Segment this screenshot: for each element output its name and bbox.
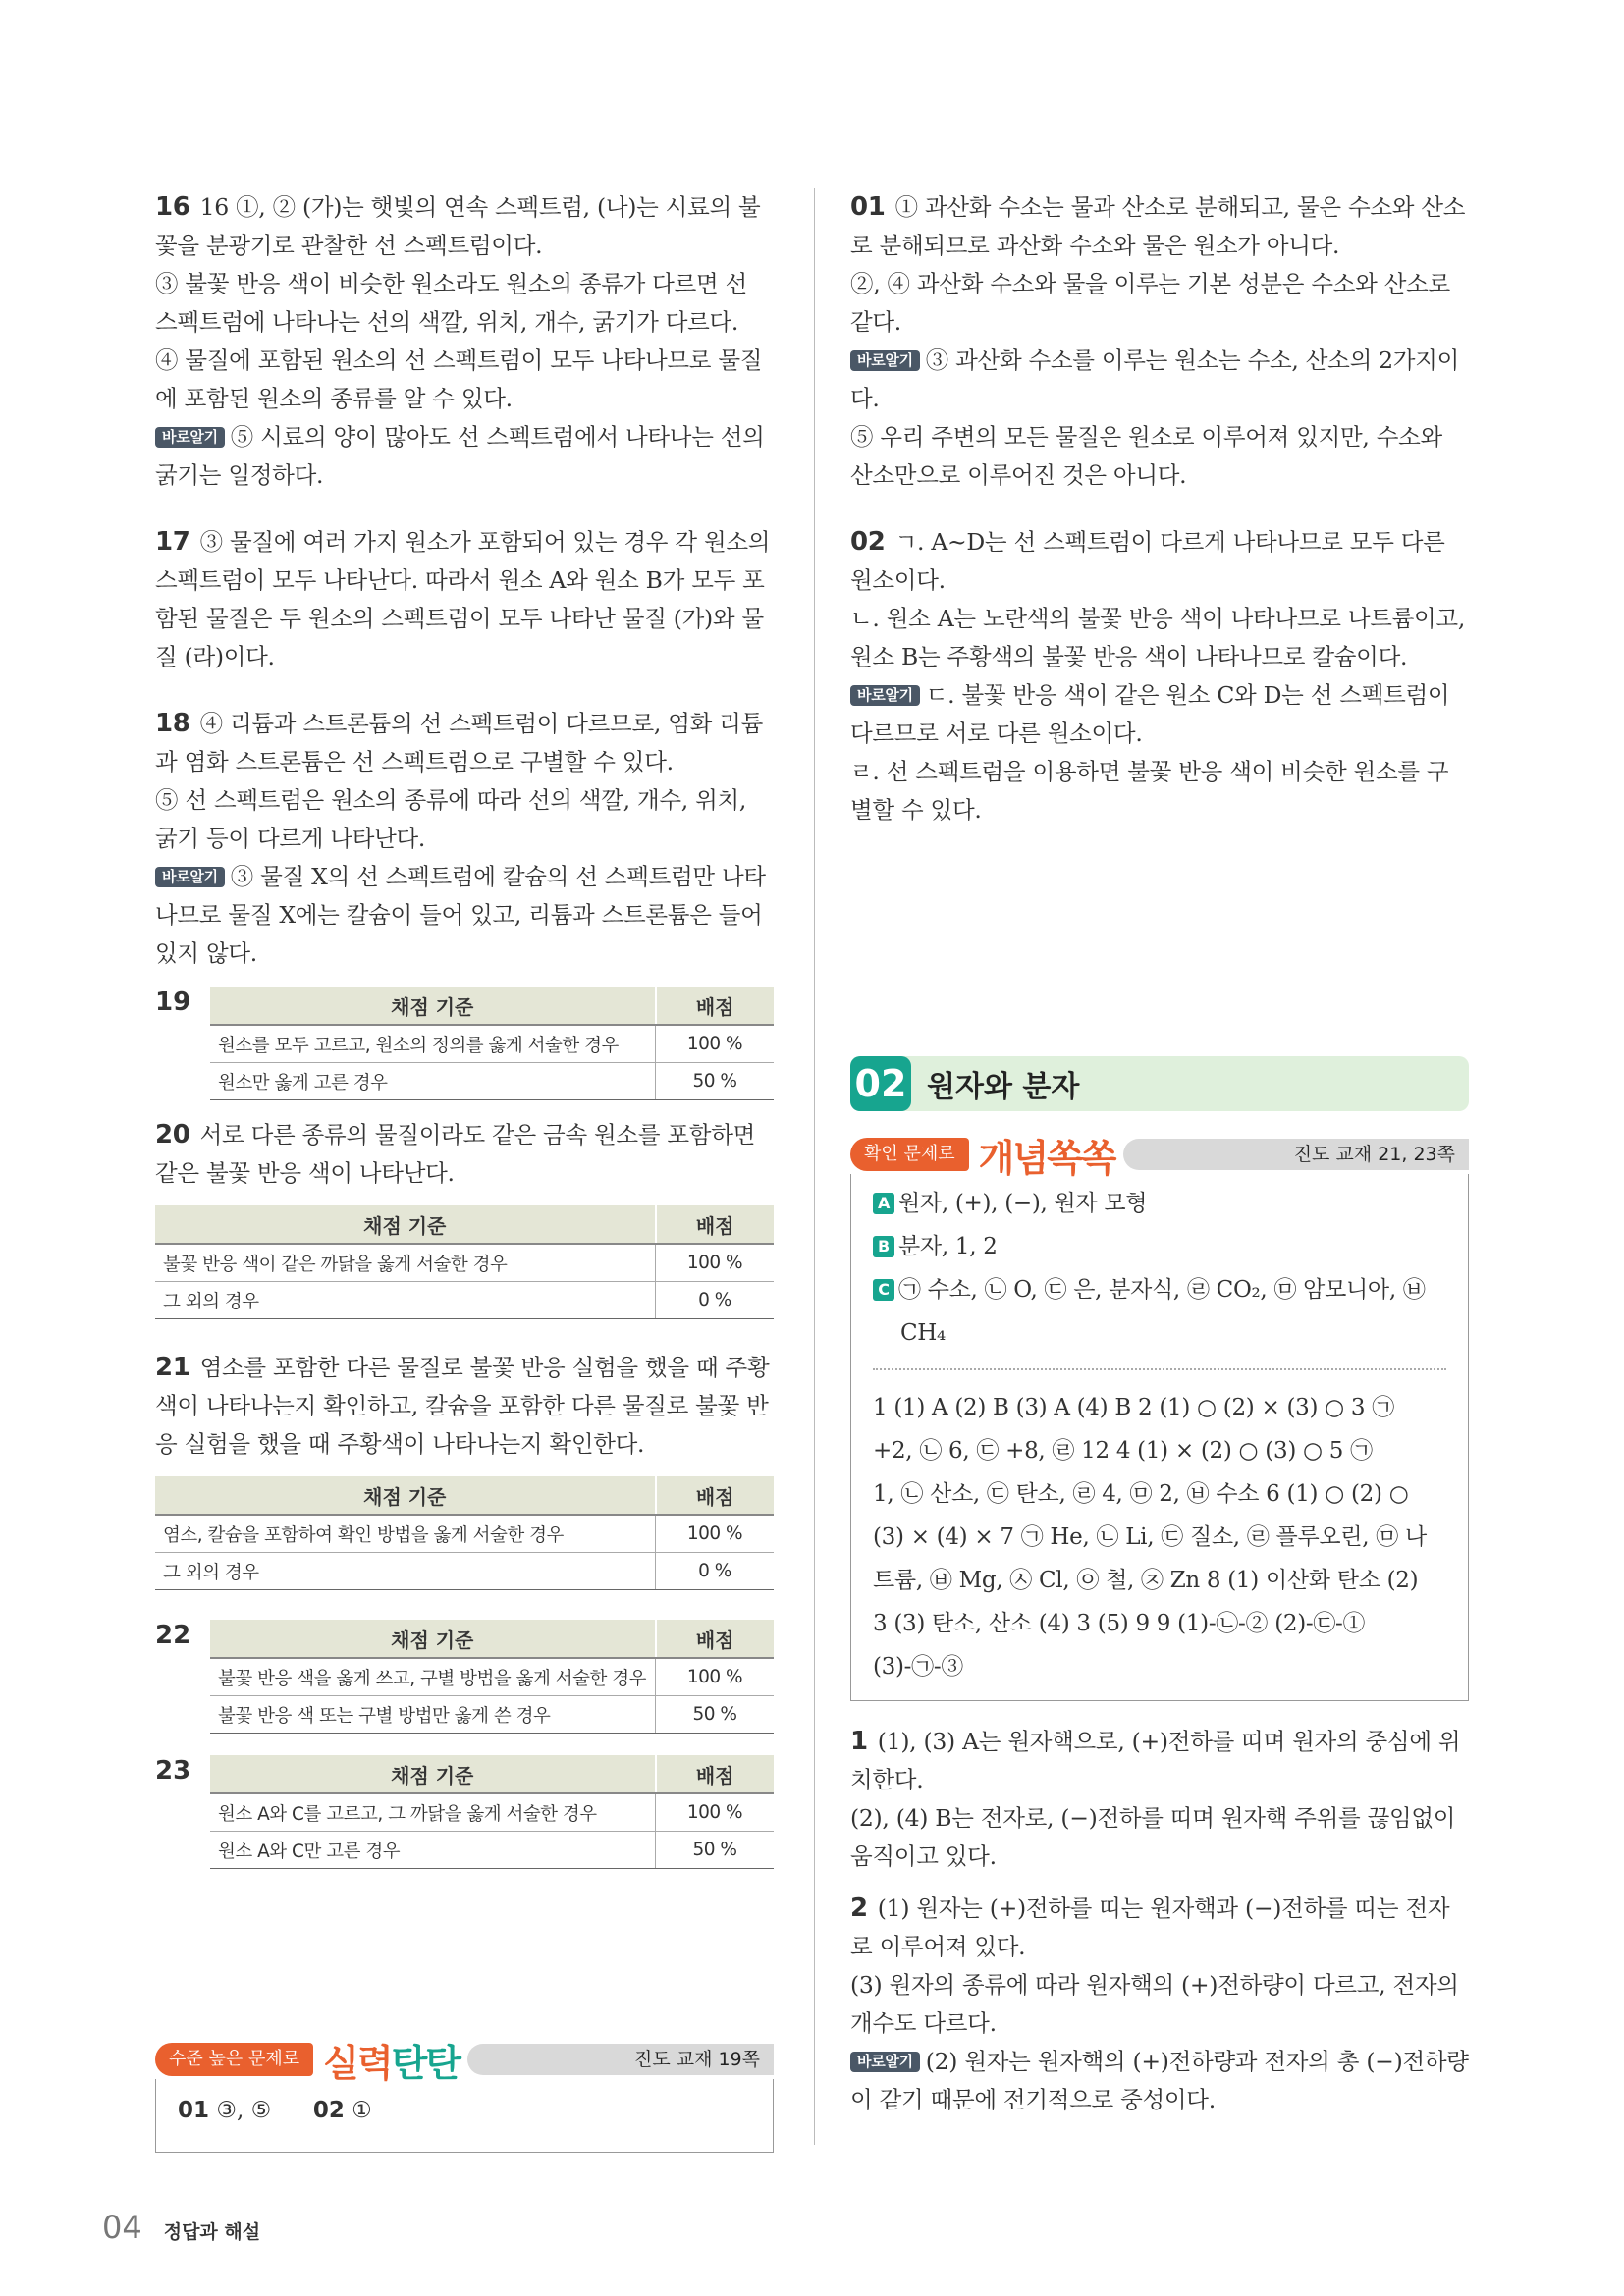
letter-a-icon: A [873,1193,894,1214]
box-reference: 진도 교재 21, 23쪽 [1123,1139,1469,1170]
section-02 [850,1056,1469,2132]
table-row: 불꽃 반응 색을 옳게 쓰고, 구별 방법을 옳게 서술한 경우 100 % [210,1658,774,1696]
answer-number: 19 [155,988,191,1017]
page-number: 04 [102,2209,142,2246]
explanation-2: 2 (1) 원자는 (+)전하를 띠는 원자핵과 (−)전하를 띠는 전자로 이루어져 있다. (3) 원자의 종류에 따라 원자핵의 (+)전하량이 다르고, 전자의 개수도 다르다. 바로알기 (2) 원자는 원자핵의 (+)전하량과 전자의 총 (−)전하량이 같기 때문에 전기적으로 중성이다. [850,1894,1469,2113]
answer-number: 1 [850,1727,868,1756]
section-title: 원자와 분자 [927,1070,1080,1104]
answer-18: 18 ④ 리튬과 스트론튬의 선 스펙트럼이 다르므로, 염화 리튬과 염화 스트론튬은 선 스펙트럼으로 구별할 수 있다. ⑤ 선 스펙트럼은 원소의 종류에 따라 선의 색깔, 개수, 위치, 굵기 등이 다르게 나타난다. 바로알기 ③ 물질 X의 선 스펙트럼에 칼슘의 선 스펙트럼만 나타나므로 물질 X에는 칼슘이 들어 있고, 리튬과 스트론튬은 들어 있지 않다. [155,709,766,967]
correction-badge: 바로알기 [850,2052,920,2072]
answer-number: 2 [850,1894,868,1923]
table-row: 원소 A와 C만 고른 경우 50 % [210,1832,774,1869]
answer-number: 23 [155,1756,191,1786]
table-row: 원소 A와 C를 고르고, 그 까닭을 옳게 서술한 경우 100 % [210,1793,774,1832]
answer-line: (3) × (4) × 7 ㉠ He, ㉡ Li, ㉢ 질소, ㉣ 플루오린, ㉤ 나 [873,1524,1427,1550]
scoring-table-23: 채점 기준 배점 원소 A와 C를 고르고, 그 까닭을 옳게 서술한 경우 100 % 원소 A와 C만 고른 경우 50 % [210,1755,774,1869]
letter-b-icon: B [873,1236,894,1257]
answer-line: 트륨, ㉥ Mg, ㉦ Cl, ㉧ 철, ㉨ Zn 8 (1) 이산화 탄소 (2) [873,1568,1419,1593]
right-column [850,188,1469,2113]
answer-number: 17 [155,527,190,557]
concept-check-header [850,1135,1469,1180]
correction-badge: 바로알기 [155,427,225,448]
scoring-table-19: 채점 기준 배점 원소를 모두 고르고, 원소의 정의를 옳게 서술한 경우 100 % 원소만 옳게 고른 경우 50 % [210,987,774,1100]
answer-23 [155,1755,774,1869]
explanation-1: 1 (1), (3) A는 원자핵으로, (+)전하를 띠며 원자의 중심에 위치한다. (2), (4) B는 전자로, (−)전하를 띠며 원자핵 주위를 끊임없이 움직이고 있다. [850,1727,1461,1870]
box-label: 수준 높은 문제로 [155,2043,313,2076]
answer-number: 01 [850,192,886,222]
column-divider [814,188,815,2145]
concept-A: A 원자, (+), (−), 원자 모형 [873,1182,1446,1225]
answer-number: 20 [155,1120,190,1149]
table-row: 원소만 옳게 고른 경우 50 % [210,1063,774,1100]
box-reference: 진도 교재 19쪽 [467,2044,774,2075]
letter-c-icon: C [873,1279,894,1301]
answer-20: 20 서로 다른 종류의 물질이라도 같은 금속 원소를 포함하면 같은 불꽃 반응 색이 나타난다. [155,1120,756,1187]
answer-number: 18 [155,709,190,738]
scoring-table-22: 채점 기준 배점 불꽃 반응 색을 옳게 쓰고, 구별 방법을 옳게 서술한 경우 100 % 불꽃 반응 색 또는 구별 방법만 옳게 쓴 경우 50 % [210,1620,774,1734]
box-answers: 01 ③, ⑤ 02 ① [155,2079,774,2153]
scoring-table-21: 채점 기준 배점 염소, 칼슘을 포함하여 확인 방법을 옳게 서술한 경우 100 % 그 외의 경우 0 % [155,1476,774,1590]
footer-text: 정답과 해설 [163,2221,261,2243]
table-row: 불꽃 반응 색이 같은 까닭을 옳게 서술한 경우 100 % [155,1244,774,1282]
table-row: 그 외의 경우 0 % [155,1553,774,1590]
answer-line: 1, ㉡ 산소, ㉢ 탄소, ㉣ 4, ㉤ 2, ㉥ 수소 6 (1) ○ (2) ○ [873,1481,1409,1507]
correction-badge: 바로알기 [850,350,920,371]
concept-check-box [850,1135,1469,1701]
table-row: 불꽃 반응 색 또는 구별 방법만 옳게 쓴 경우 50 % [210,1696,774,1734]
concept-C: C ㉠ 수소, ㉡ O, ㉢ 은, 분자식, ㉣ CO₂, ㉤ 암모니아, ㉥ [873,1268,1446,1311]
table-row: 염소, 칼슘을 포함하여 확인 방법을 옳게 서술한 경우 100 % [155,1515,774,1553]
correction-badge: 바로알기 [850,685,920,706]
answer-number: 02 [850,527,886,557]
correction-badge: 바로알기 [155,867,225,887]
answer-21: 21 염소를 포함한 다른 물질로 불꽃 반응 실험을 했을 때 주황색이 나타나는지 확인하고, 칼슘을 포함한 다른 물질로 불꽃 반응 실험을 했을 때 주황색이 나타나는지 확인한다. [155,1353,770,1458]
answer-line: 3 (3) 탄소, 산소 (4) 3 (5) 9 9 (1)-㉡-② (2)-㉢-① [873,1611,1366,1636]
answer-number: 16 [155,192,190,222]
box-title: 실력탄탄 [323,2041,460,2085]
page-footer [102,2209,260,2246]
box-title: 개념쏙쏙 [978,1136,1115,1180]
left-column [155,188,774,2123]
answer-02: 02 ㄱ. A~D는 선 스펙트럼이 다르게 나타나므로 모두 다른 원소이다. ㄴ. 원소 A는 노란색의 불꽃 반응 색이 나타나므로 나트륨이고, 원소 B는 주황색의 불꽃 반응 색이 나타나므로 칼슘이다. 바로알기 ㄷ. 불꽃 반응 색이 같은 원소 C와 D는 선 스펙트럼이 다르므로 서로 다른 원소이다. ㄹ. 선 스펙트럼을 이용하면 불꽃 반응 색이 비슷한 원소를 구별할 수 있다. [850,527,1465,824]
answer-line: 1 (1) A (2) B (3) A (4) B 2 (1) ○ (2) × (3) ○ 3 ㉠ [873,1395,1394,1420]
answer-line: (3)-㉠-③ [873,1654,964,1680]
concept-B: B 분자, 1, 2 [873,1225,1446,1268]
skill-check-box [155,2040,774,2153]
answer-01: 01 ① 과산화 수소는 물과 산소로 분해되고, 물은 수소와 산소로 분해되므로 과산화 수소와 물은 원소가 아니다. ②, ④ 과산화 수소와 물을 이루는 기본 성분은 수소와 산소로 같다. 바로알기 ③ 과산화 수소를 이루는 원소는 수소, 산소의 2가지이다. ⑤ 우리 주변의 모든 물질은 원소로 이루어져 있지만, 수소와 산소만으로 이루어진 것은 아니다. [850,192,1466,489]
skill-check-header [155,2040,774,2085]
answer-16: 16 16 ①, ② (가)는 햇빛의 연속 스펙트럼, (나)는 시료의 불꽃을 분광기로 관찰한 선 스펙트럼이다. ③ 불꽃 반응 색이 비슷한 원소라도 원소의 종류가 다르면 선 스펙트럼에 나타나는 선의 색깔, 위치, 개수, 굵기가 다르다. ④ 물질에 포함된 원소의 선 스펙트럼이 모두 나타나므로 물질에 포함된 원소의 종류를 알 수 있다. 바로알기 ⑤ 시료의 양이 많아도 선 스펙트럼에서 나타나는 선의 굵기는 일정하다. [155,192,765,489]
answer-17: 17 ③ 물질에 여러 가지 원소가 포함되어 있는 경우 각 원소의 스펙트럼이 모두 나타난다. 따라서 원소 A와 원소 B가 모두 포함된 물질은 두 원소의 스펙트럼이 모두 나타난 물질 (가)와 물질 (라)이다. [155,527,771,670]
answer-19 [155,987,774,1100]
section-number: 02 [850,1056,911,1111]
box-label: 확인 문제로 [850,1138,969,1171]
dotted-divider [873,1368,1446,1370]
answer-line: +2, ㉡ 6, ㉢ +8, ㉣ 12 4 (1) × (2) ○ (3) ○ 5 ㉠ [873,1438,1373,1464]
section-header [850,1056,1469,1111]
table-row: 원소를 모두 고르고, 원소의 정의를 옳게 서술한 경우 100 % [210,1025,774,1063]
answer-22 [155,1620,774,1734]
answer-number: 21 [155,1353,190,1382]
concept-answers: A 원자, (+), (−), 원자 모형 B 분자, 1, 2 C ㉠ 수소, ㉡ O, ㉢ 은, 분자식, ㉣ CO₂, ㉤ 암모니아, ㉥ CH₄ 1 (1) A (2) B (3) A (4) B 2 (1) ○ (2) × (3) ○ 3 ㉠ +2, ㉡ 6, ㉢ +8, ㉣ 12 4 (1) × (2) ○ (3) ○ 5 ㉠ 1, ㉡ 산소, ㉢ 탄소, ㉣ 4, ㉤ 2, ㉥ 수소 6 (1) ○ (2) ○ (3) × (4) × 7 ㉠ He, ㉡ Li, ㉢ 질소, ㉣ 플루오린, ㉤ 나 트륨, ㉥ Mg, ㉦ Cl, ㉧ 철, ㉨ Zn 8 (1) 이산화 탄소 (2) 3 (3) 탄소, 산소 (4) 3 (5) 9 9 (1)-㉡-② (2)-㉢-① (3)-㉠-③ [850,1174,1469,1701]
table-row: 그 외의 경우 0 % [155,1282,774,1319]
scoring-table-20: 채점 기준 배점 불꽃 반응 색이 같은 까닭을 옳게 서술한 경우 100 % 그 외의 경우 0 % [155,1205,774,1319]
answer-number: 22 [155,1621,191,1650]
